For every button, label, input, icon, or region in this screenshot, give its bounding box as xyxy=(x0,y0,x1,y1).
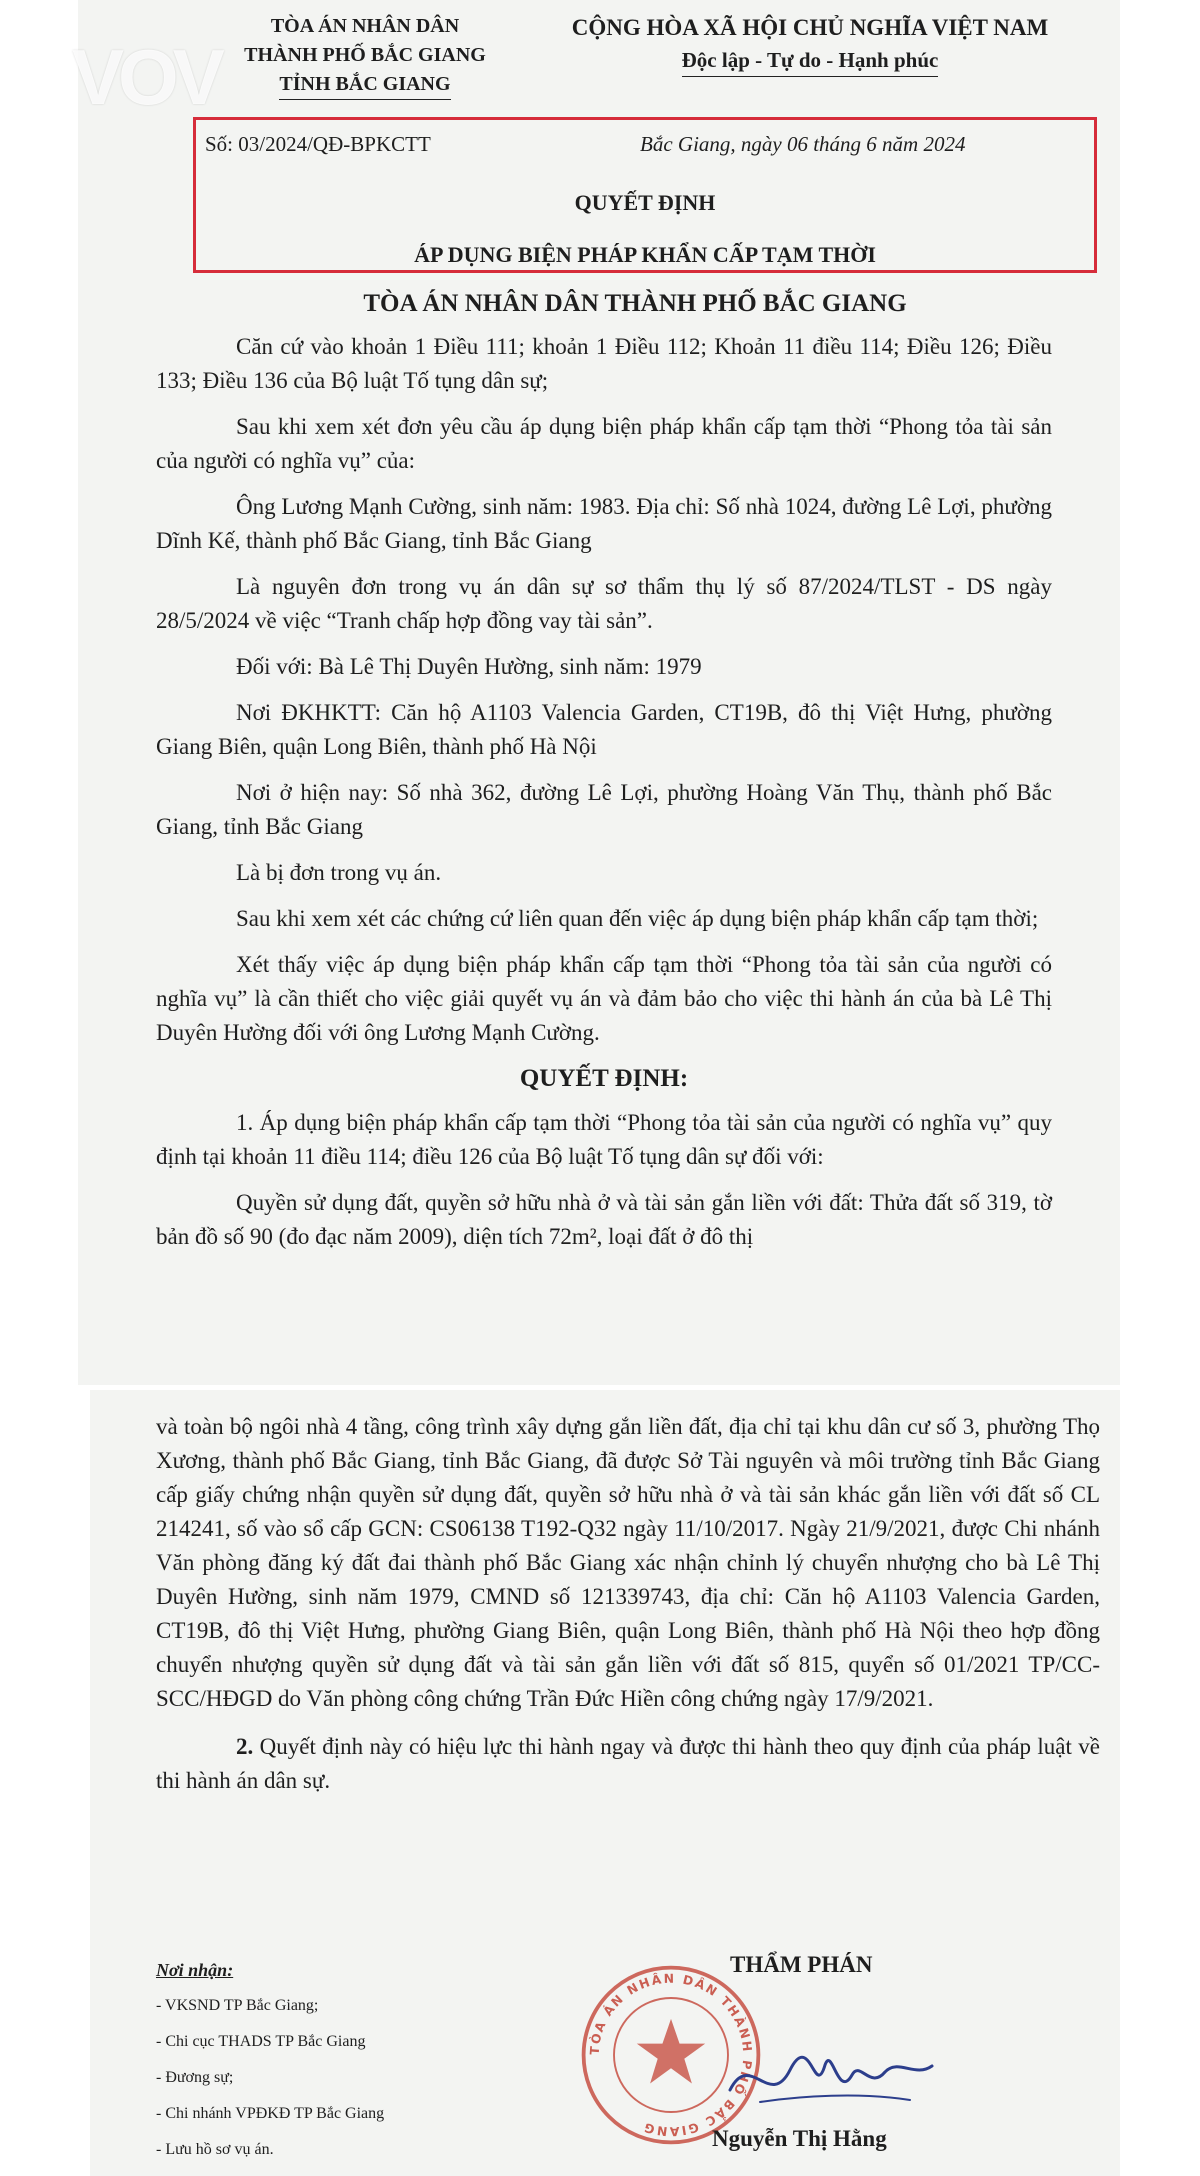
signature-icon xyxy=(720,2030,940,2120)
recipient-item: - Chi nhánh VPĐKĐ TP Bắc Giang xyxy=(156,2105,385,2122)
national-title: CỘNG HÒA XÃ HỘI CHỦ NGHĨA VIỆT NAM xyxy=(571,15,1049,40)
court-line-2: THÀNH PHỐ BẮC GIANG xyxy=(244,44,486,66)
court-line-3: TỈNH BẮC GIANG xyxy=(279,70,450,100)
paragraph-consideration: Xét thấy việc áp dụng biện pháp khẩn cấp tạm thời “Phong tỏa tài sản của người có nghĩa vụ” là cần thiết cho việc giải quyết vụ án và đảm bảo cho việc thi hành án của bà Lê Thị Duyên Hường đối với ông Lương Mạnh Cường. xyxy=(156,952,1052,1045)
recipient-item: - Đương sự; xyxy=(156,2069,234,2086)
decision-date: Bắc Giang, ngày 06 tháng 6 năm 2024 xyxy=(640,132,966,156)
court-header xyxy=(200,12,530,100)
paragraph-legal-basis: Căn cứ vào khoản 1 Điều 111; khoản 1 Điều 112; Khoản 11 điều 114; Điều 126; Điều 133; Điều 136 của Bộ luật Tố tụng dân sự; xyxy=(156,334,1052,393)
paragraph-request: Sau khi xem xét đơn yêu cầu áp dụng biện pháp khẩn cấp tạm thời “Phong tỏa tài sản của người có nghĩa vụ” của: xyxy=(156,414,1052,473)
recipient-item: - Lưu hồ sơ vụ án. xyxy=(156,2141,274,2158)
paragraph-registered-address: Nơi ĐKHKTT: Căn hộ A1103 Valencia Garden, CT19B, đô thị Việt Hưng, phường Giang Biên, quận Long Biên, thành phố Hà Nội xyxy=(156,700,1052,759)
national-motto: Độc lập - Tự do - Hạnh phúc xyxy=(682,44,939,77)
article-2-text: Quyết định này có hiệu lực thi hành ngay và được thi hành theo quy định của pháp luật về thi hành án dân sự. xyxy=(156,1734,1100,1793)
paragraph-defendant: Đối với: Bà Lê Thị Duyên Hường, sinh năm: 1979 xyxy=(236,654,702,679)
paragraph-defendant-role: Là bị đơn trong vụ án. xyxy=(236,860,442,885)
vov-logo: VOV xyxy=(72,33,219,121)
recipients-block xyxy=(156,1952,384,2168)
paragraph-plaintiff: Ông Lương Mạnh Cường, sinh năm: 1983. Địa chỉ: Số nhà 1024, đường Lê Lợi, phường Dĩnh Kế, thành phố Bắc Giang, tỉnh Bắc Giang xyxy=(156,494,1052,553)
recipients-title: Nơi nhận: xyxy=(156,1960,234,1980)
judge-name: Nguyễn Thị Hằng xyxy=(712,2126,887,2151)
decision-subtitle: ÁP DỤNG BIỆN PHÁP KHẨN CẤP TẠM THỜI xyxy=(414,242,876,267)
paragraph-evidence: Sau khi xem xét các chứng cứ liên quan đến việc áp dụng biện pháp khẩn cấp tạm thời; xyxy=(236,906,1039,931)
paragraph-current-address: Nơi ở hiện nay: Số nhà 362, đường Lê Lợi, phường Hoàng Văn Thụ, thành phố Bắc Giang, tỉnh Bắc Giang xyxy=(156,780,1052,839)
svg-text:TÒA ÁN NHÂN DÂN THÀNH PHỐ BẮC: TÒA ÁN NHÂN DÂN THÀNH PHỐ BẮC GIANG xyxy=(587,1971,755,2139)
paragraph-article-2 xyxy=(156,1730,1100,1798)
national-header xyxy=(530,12,1090,77)
article-2-number: 2. xyxy=(236,1734,254,1759)
court-line-1: TÒA ÁN NHÂN DÂN xyxy=(270,15,460,37)
recipient-item: - Chi cục THADS TP Bắc Giang xyxy=(156,2033,366,2050)
decision-title: QUYẾT ĐỊNH xyxy=(574,190,716,215)
paragraph-property: Quyền sử dụng đất, quyền sở hữu nhà ở và tài sản gắn liền với đất: Thửa đất số 319, tờ bản đồ số 90 (đo đạc năm 2009), diện tích 72m², loại đất ở đô thị xyxy=(156,1190,1052,1249)
document-body-page-2 xyxy=(156,1410,1100,1812)
recipient-item: - VKSND TP Bắc Giang; xyxy=(156,1997,319,2014)
paragraph-property-continued: và toàn bộ ngôi nhà 4 tầng, công trình xây dựng gắn liền đất, địa chỉ tại khu dân cư số 3, phường Thọ Xương, thành phố Bắc Giang, tỉnh Bắc Giang, đã được Sở Tài nguyên và môi trường tỉnh Bắc Giang cấp giấy chứng nhận quyền sử dụng đất, quyền sở hữu nhà ở và tài sản khác gắn liền với đất số CL 214241, số vào sổ cấp GCN: CS06138 T192-Q32 ngày 11/10/2017. Ngày 21/9/2021, được Chi nhánh Văn phòng đăng ký đất đai thành phố Bắc Giang xác nhận chỉnh lý chuyển nhượng cho bà Lê Thị Duyên Hường, sinh năm 1979, CMND số 121339743, địa chỉ: Căn hộ A1103 Valencia Garden, CT19B, đô thị Việt Hưng, phường Giang Biên, quận Long Biên, thành phố Hà Nội theo hợp đồng chuyển nhượng quyền sử dụng đất và tài sản gắn liền với đất số 815, quyển số 01/2021 TP/CC-SCC/HĐGD do Văn phòng công chứng Trần Đức Hiền công chứng ngày 17/9/2021. xyxy=(156,1414,1100,1711)
issuing-court: TÒA ÁN NHÂN DÂN THÀNH PHỐ BẮC GIANG xyxy=(363,290,907,317)
judge-title: THẨM PHÁN xyxy=(730,1952,873,1977)
paragraph-case: Là nguyên đơn trong vụ án dân sự sơ thẩm thụ lý số 87/2024/TLST - DS ngày 28/5/2024 về việc “Tranh chấp hợp đồng vay tài sản”. xyxy=(156,574,1052,633)
decision-number: Số: 03/2024/QĐ-BPKCTT xyxy=(205,132,431,156)
document-body-page-1 xyxy=(156,330,1052,1266)
paragraph-article-1: 1. Áp dụng biện pháp khẩn cấp tạm thời “Phong tỏa tài sản của người có nghĩa vụ” quy định tại khoản 11 điều 114; điều 126 của Bộ luật Tố tụng dân sự đối với: xyxy=(156,1110,1052,1169)
decision-heading: QUYẾT ĐỊNH: xyxy=(519,1065,689,1092)
